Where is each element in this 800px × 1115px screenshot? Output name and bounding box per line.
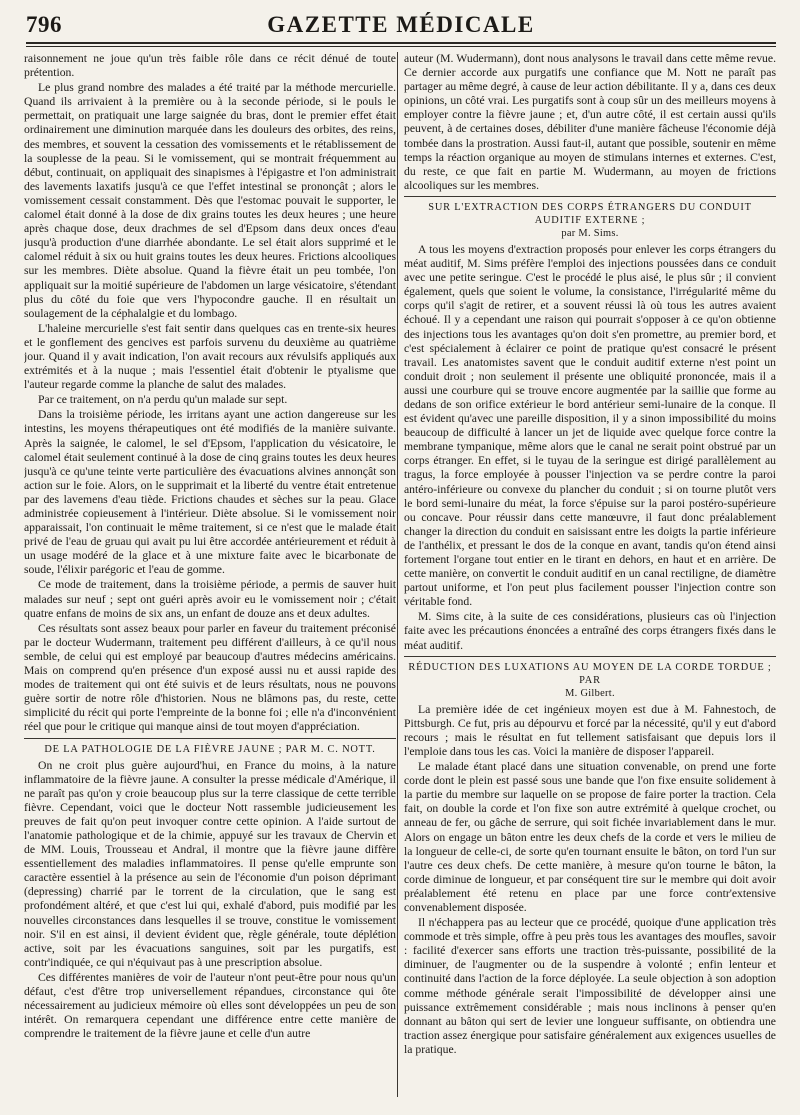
left-column — [24, 52, 396, 1099]
paragraph: La première idée de cet ingénieux moyen est due à M. Fahnestoch, de Pittsburgh. Ce fut, pris au dépourvu et forcé par la nécessité, qu'il y eut d'abord recours ; mais le résultat en fut tellement satisfaisant que depuis lors il l'emploie dans tous les cas. Voici la manière de disposer l'appareil. — [404, 702, 776, 758]
paragraph: Ce mode de traitement, dans la troisième période, a permis de sauver huit malades sur neuf ; sept ont guéri après avoir eu le vomissement noir ; c'était quatre enfans de moins de six ans, un enfant de douze ans et deux adultes. — [24, 578, 396, 620]
section-rule — [404, 196, 776, 197]
header-rule — [26, 42, 776, 47]
paragraph: Le malade étant placé dans une situation convenable, on prend une forte corde dont le plein est passé sous une bande que l'on fixe ensuite solidement à la partie du membre sur laquelle on se propose de faire porter la traction. Cela fait, on double la corde et l'on fixe son autre extrémité à quelque crochet, ou anneau de fer, ou gâche de serrure, qui soit fichée invariablement dans le mur. Alors on engage un bâton entre les deux chefs de la corde et vers le milieu de la longueur de celle-ci, de sorte qu'en tournant ensuite le bâton, on tord l'un sur l'autre ces deux chefs. De cette manière, à mesure qu'on tourne le bâton, la corde diminue de longueur, et par conséquent tire sur le membre qui doit avoir préalablement été retenu en place par une force contr'extensive convenablement disposée. — [404, 760, 776, 914]
paragraph: M. Sims cite, à la suite de ces considérations, plusieurs cas où l'injection faite avec les précautions énoncées a entraîné des corps étrangers fixés dans le méat auditif. — [404, 610, 776, 652]
paragraph: Dans la troisième période, les irritans ayant une action dangereuse sur les intestins, les moyens thérapeutiques ont été modifiés de la manière suivante. Après la saignée, le calomel, le sel d'Epsom, l'application du vésicatoire, le calomel était seulement continué à la dose de cinq grains toutes les deux heures jusqu'à ce qu'une teinte verte particulière des évacuations alvines annonçât son action sur le foie. Alors, on le supprimait et la liberté du ventre était entretenue par des lavemens d'eau tiède. Frictions chaudes et sèches sur la peau. Glace administrée copieusement à l'intérieur. Diète absolue. Si le vomissement noir apparaissait, l'on continuait le même traitement, si ce n'est que le malade était privé de l'eau de gruau qui avait pu lui être accordée antérieurement et réduit à un usage modéré de la glace et à une mixture faite avec le bicarbonate de soude, l'élixir parégoric et l'eau de gomme. — [24, 408, 396, 577]
right-column — [404, 52, 776, 1099]
paragraph: auteur (M. Wudermann), dont nous analysons le travail dans cette même revue. Ce dernier accorde aux purgatifs une confiance que M. Nott ne paraît pas partager au même degré, à cause de leur action débilitante. Il y a, dans ces deux opinions, un côté vrai. Les purgatifs sont à coup sûr un des meilleurs moyens à employer contre la fièvre jaune ; et, d'un autre côté, il est certain aussi qu'ils peuvent, à de certaines doses, débiliter d'une manière fâcheuse l'économie déjà tombée dans la prostration. Aussi faut-il, autant que possible, soutenir en même temps la réaction organique au moyen de stimulans internes et externes. C'est, du reste, ce que fait en partie M. Wudermann, au moyen de frictions alcooliques sur les membres. — [404, 52, 776, 192]
page-number: 796 — [26, 12, 62, 37]
section-author: par M. Sims. — [561, 227, 619, 239]
page-header — [26, 8, 776, 38]
paragraph: Le plus grand nombre des malades a été traité par la méthode mercurielle. Quand ils arrivaient à la première ou à la seconde période, si le pouls le permettait, on pratiquait une large saignée du bras, dont le premier effet était ordinairement une diminution marquée dans les douleurs des orbites, des reins, des membres, et souvent la cessation des vomissements et le rétablissement de la souplesse de la peau. Si le vomissement, qui se montrait fréquemment au début, continuait, on appliquait des sinapismes à l'épigastre et l'on administrait des lavements laxatifs jusqu'à ce que l'effet intestinal se prononçât ; alors le vomissement cessait constamment. Dès que l'estomac pouvait le supporter, le calomel était donné à la dose de dix grains toutes les deux heures ; une heure après chaque dose, deux drachmes de sel d'Epsom dans deux onces d'eau jusqu'à production d'une diarrhée abondante. Le sel était alors supprimé et le calomel réduit à six ou huit grains toutes les deux heures. Frictions alcooliques sur les membres. Diète absolue. Quand la fièvre était un peu tombée, l'on appliquait sur la moitié supérieure de l'abdomen un large vésicatoire, s'étendant plus du côté du foie que vers l'hypocondre gauche. Il en résultait un soulagement de la céphalalgie et du lombago. — [24, 81, 396, 320]
paragraph: Ces différentes manières de voir de l'auteur n'ont peut-être pour nous qu'un défaut, c'est d'être trop universellement répandues, circonstance qui ôte nécessairement au judicieux mémoire où elles sont développées un peu de son intérêt. On remarquera cependant une différence entre cette manière de comprendre le traitement de la fièvre jaune et celle d'un autre — [24, 970, 396, 1041]
running-title: GAZETTE MÉDICALE — [267, 12, 535, 37]
section-title-gilbert — [404, 661, 776, 700]
section-title-sims — [404, 201, 776, 240]
column-divider — [397, 52, 398, 1097]
section-title-text: RÉDUCTION DES LUXATIONS AU MOYEN DE LA CORDE TORDUE ; PAR — [408, 661, 772, 686]
paragraph: A tous les moyens d'extraction proposés pour enlever les corps étrangers du méat auditif, M. Sims préfère l'emploi des injections poussées dans ce conduit avec une petite seringue. C'est le procédé le plus aisé, le plus sûr ; il convient également, quels que soient le volume, la consistance, l'irrégularité même du corps qu'il s'agit de retirer, et a souvent réussi là où tous les autres avaient échoué. Il y a cependant une raison qui pourrait s'opposer à ce qu'on obtienne des injections tous les avantages qu'on doit s'en promettre, au premier bord, et c'est spécialement à éclairer ce point de pratique qu'est consacré le présent travail. Les anatomistes savent que le conduit auditif externe n'est point un conduit droit ; non seulement il présente une obliquité prononcée, mais il a aussi une courbure qui se trouve encore augmentée par la saillie que forme au dedans de son orifice extérieur le bord antérieur semi-lunaire de la conque. Il est évident qu'avec une pareille disposition, il y a sinon impossibilité du moins beaucoup de difficulté à lancer un jet de liquide avec quelque force contre la membrane tympanique, même alors que le canal ne serait point obstrué par un corps étranger. En effet, si le tuyau de la seringue est dirigé parallèlement au tragus, la force employée à pousser l'injection va se perdre contre la paroi antéro-inférieure ou convexe du plancher du conduit ; si on tourne plutôt vers le bord semi-lunaire du méat, la force s'épuise sur la paroi postéro-supérieure ou concave. Pour réussir dans cette manœuvre, il faut donc préalablement changer la direction du conduit en saisissant entre les doigts la partie inférieure de l'anthélix, et pressant le dos de la conque en avant, tandis qu'on étend ainsi fortement l'organe tout entier en le tirant en dehors, en haut et en arrière. De cette manière, on convertit le conduit auditif en un canal rectiligne, de diamètre partout uniforme, et l'on peut plus facilement pousser l'injection contre son véritable fond. — [404, 242, 776, 609]
section-title-nott: DE LA PATHOLOGIE DE LA FIÈVRE JAUNE ; PAR M. C. NOTT. — [44, 743, 376, 755]
paragraph: On ne croit plus guère aujourd'hui, en France du moins, à la nature inflammatoire de la fièvre jaune. A consulter la presse médicale d'Amérique, il ne paraît pas qu'on y croie beaucoup plus sur la terre classique de cette terrible fièvre. Cependant, voici que le docteur Nott rassemble judicieusement les preuves de fait qu'on peut invoquer contre cette opinion. A l'aide surtout de l'anatomie pathologique et de la chimie, appuyé sur les travaux de Chervin et de MM. Louis, Trousseau et Andral, il montre que la fièvre jaune diffère essentiellement des maladies inflammatoires. Il pense qu'elle emprunte son caractère essentiel à la présence au sein de l'économie d'un poison déprimant (depressing) charrié par le torrent de la circulation, que le sang est profondément altéré, et que c'est lui qui, exhalé d'abord, puis modifié par les nouvelles circonstances dans lesquelles il se trouve, constitue le vomissement noir. S'il en est ainsi, il devient évident que, règle générale, toute déplétion active, soit par les évacuations sanguines, soit par les purgatifs, est contr'indiquée, ce qui n'équivaut pas à une prescription absolue. — [24, 758, 396, 969]
paragraph: Ces résultats sont assez beaux pour parler en faveur du traitement préconisé par le docteur Wudermann, traitement peu différent d'ailleurs, à ce qu'il nous semble, de celui qui est employé par beaucoup d'autres médecins américains. Mais on comprend qu'en présence d'un exposé aussi nu et aussi rapide des modes de traitement qui ont été suivis et de leurs résultats, nous ne pouvons guère sortir de notre rôle d'historien. Nous ne blâmons pas, du reste, cette simplicité du récit qui porte l'empreinte de la bonne foi ; elle n'a d'inconvénient réel que pour le critique qui manque ainsi de tout moyen d'appréciation. — [24, 621, 396, 734]
section-title-text: SUR L'EXTRACTION DES CORPS ÉTRANGERS DU CONDUIT AUDITIF EXTERNE ; — [428, 201, 752, 226]
paragraph: Par ce traitement, on n'a perdu qu'un malade sur sept. — [38, 393, 288, 407]
section-rule — [404, 656, 776, 657]
paragraph: raisonnement ne joue qu'un très faible rôle dans ce récit dénué de toute prétention. — [24, 52, 396, 80]
paragraph: Il n'échappera pas au lecteur que ce procédé, quoique d'une application très commode et très simple, offre à peu près tous les avantages des moufles, savoir : facilité d'exercer sans efforts une traction très-puissante, possibilité de la diminuer, de l'augmenter ou de la suspendre à volonté ; enfin lenteur et continuité dans l'action de la force déployée. La seule objection à son adoption comme méthode générale serait l'impossibilité de développer ainsi une puissance extrêmement considérable ; mais nous inclinons à penser qu'en donnant au bâton qui sert de levier une longueur suffisante, on obtiendra une traction assez énergique pour satisfaire généralement aux exigences usuelles de la pratique. — [404, 916, 776, 1056]
section-author: M. Gilbert. — [565, 687, 615, 699]
section-rule — [24, 738, 396, 739]
paragraph: L'haleine mercurielle s'est fait sentir dans quelques cas en trente-six heures et le gonflement des gencives est parfois survenu du deuxième au quatrième jour. Quand il y avait indication, l'on avait recours aux révulsifs appliqués aux extrémités et à la nuque ; mais l'essentiel était d'obtenir le ptyalisme que l'auteur regarde comme la planche de salut des malades. — [24, 321, 396, 392]
